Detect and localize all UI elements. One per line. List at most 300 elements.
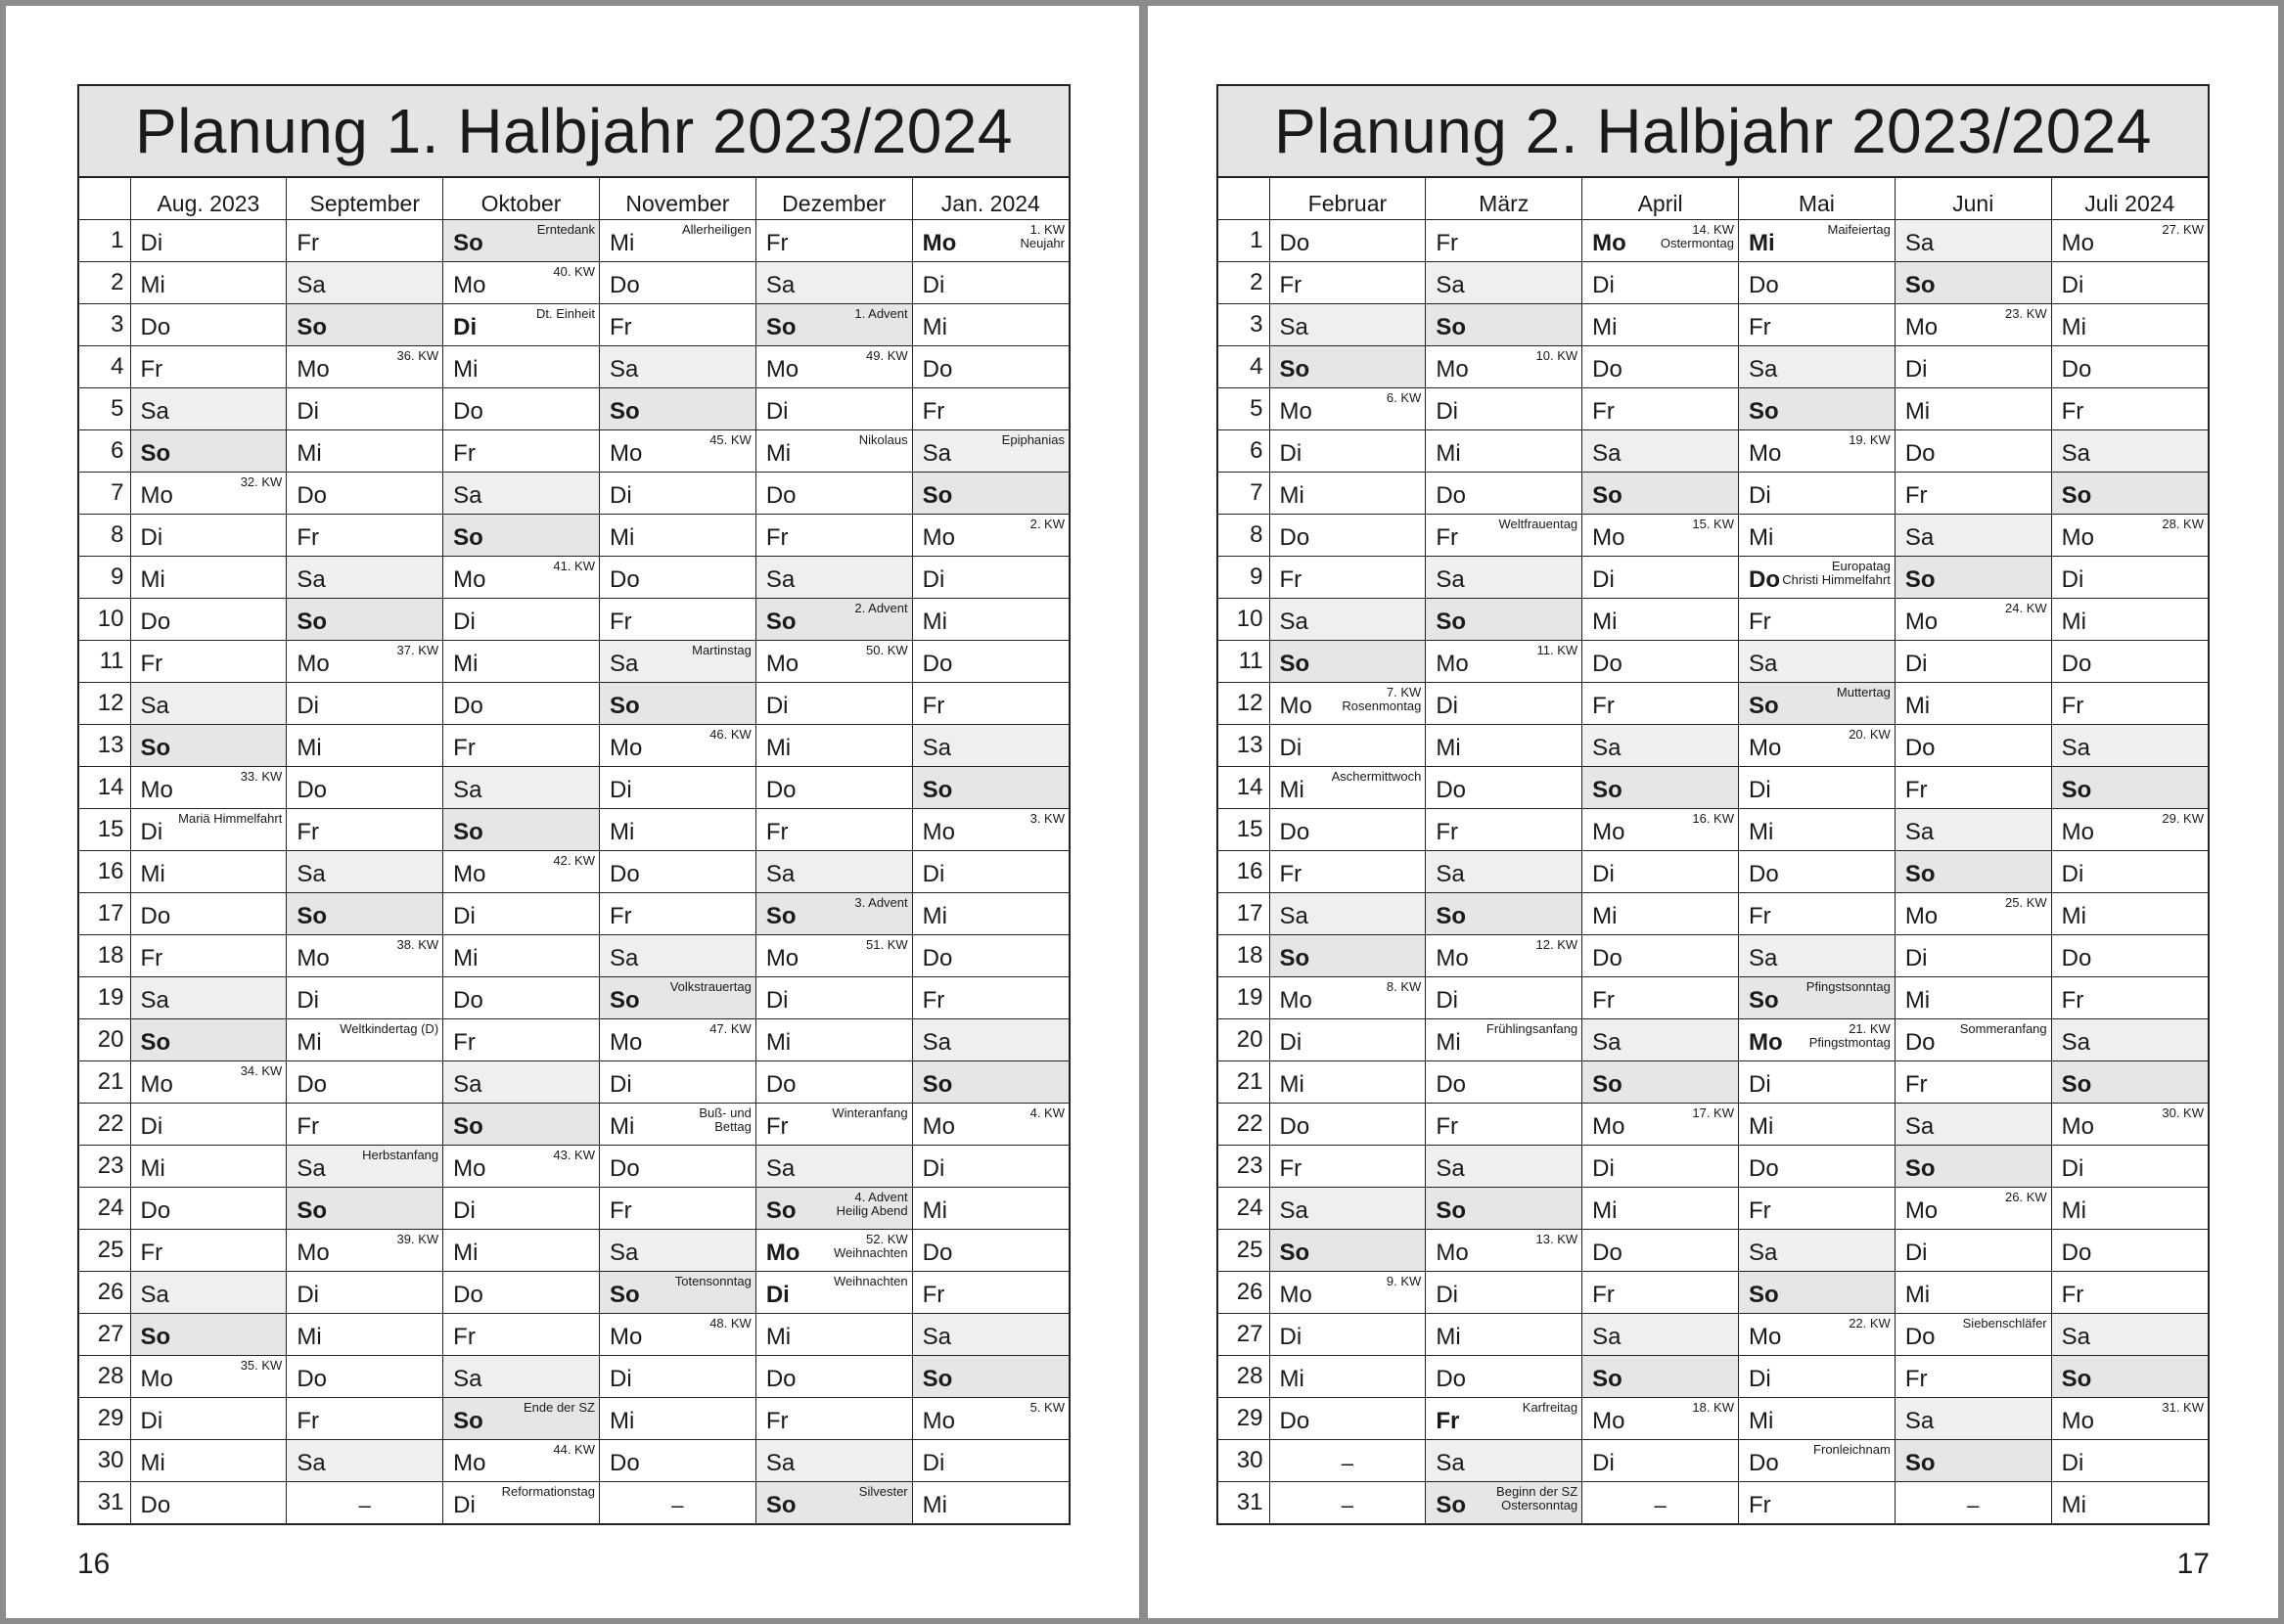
weekday-label: So [609, 693, 640, 719]
day-cell [1738, 809, 1895, 851]
day-cell [1582, 346, 1739, 388]
weekday-label: Fr [609, 903, 632, 929]
weekday-label: Sa [2061, 1324, 2090, 1350]
weekday-label: Sa [1279, 903, 1308, 929]
weekday-label: So [140, 1324, 171, 1350]
day-cell [443, 262, 600, 304]
weekday-label: Do [765, 777, 797, 803]
weekday-label: Mo [453, 1155, 486, 1182]
weekday-label: Di [2061, 272, 2084, 298]
day-number: 19 [79, 977, 130, 1019]
weekday-label: Sa [1279, 314, 1308, 340]
day-cell [1895, 1230, 2051, 1272]
day-row [1218, 1398, 2208, 1440]
day-cell [1738, 473, 1895, 515]
day-note: Winteranfang [832, 1105, 908, 1120]
day-cell [755, 220, 912, 262]
weekday-label: Sa [1592, 440, 1622, 467]
weekday-label: Fr [1436, 1113, 1458, 1140]
weekday-label: Sa [1904, 819, 1935, 845]
day-cell [1269, 304, 1426, 346]
weekday-label: Sa [1592, 735, 1622, 761]
weekday-label: Mi [922, 314, 947, 340]
weekday-label: Fr [140, 651, 163, 677]
day-cell [1582, 515, 1739, 557]
weekday-label: Mo [2061, 1408, 2094, 1434]
weekday-label: Sa [297, 861, 326, 887]
day-cell [1738, 262, 1895, 304]
day-cell [1738, 1482, 1895, 1524]
weekday-label: Di [765, 987, 789, 1014]
day-cell [1895, 851, 2051, 893]
weekday-label: Mo [2061, 524, 2094, 551]
weekday-label: Do [297, 777, 328, 803]
day-cell [443, 767, 600, 809]
day-number: 11 [1218, 641, 1269, 683]
day-cell [1269, 767, 1426, 809]
weekday-label: Sa [2061, 735, 2090, 761]
day-cell [443, 599, 600, 641]
weekday-label: Sa [1748, 651, 1778, 677]
weekday-label: Fr [297, 230, 319, 256]
weekday-label: Mo [1279, 693, 1312, 719]
weekday-label: Sa [609, 1240, 639, 1266]
day-row [1218, 262, 2208, 304]
day-cell [130, 1440, 287, 1482]
weekday-label: Fr [1748, 1492, 1771, 1518]
weekday-label: So [1592, 482, 1622, 509]
day-cell [1895, 683, 2051, 725]
month-header-row [1218, 178, 2208, 220]
day-cell [755, 1230, 912, 1272]
day-number: 24 [1218, 1188, 1269, 1230]
weekday-label: Sa [1436, 1155, 1465, 1182]
day-row [79, 977, 1069, 1019]
day-cell [1738, 1061, 1895, 1104]
day-cell [1738, 935, 1895, 977]
weekday-label: Sa [1904, 230, 1935, 256]
month-header: Oktober [443, 178, 600, 220]
day-number: 29 [1218, 1398, 1269, 1440]
day-number: 15 [79, 809, 130, 851]
weekday-label: Do [140, 903, 171, 929]
day-cell [1582, 809, 1739, 851]
day-row [79, 935, 1069, 977]
day-cell [443, 935, 600, 977]
weekday-label: Do [1904, 1324, 1936, 1350]
weekday-label: Mi [2061, 903, 2086, 929]
day-cell [130, 473, 287, 515]
day-note: 1. Advent [854, 306, 908, 321]
day-cell [1895, 304, 2051, 346]
day-cell [599, 346, 755, 388]
day-cell [1895, 346, 2051, 388]
day-cell [755, 851, 912, 893]
weekday-label: Do [1748, 272, 1779, 298]
weekday-label: Fr [1436, 230, 1458, 256]
weekday-label: Di [922, 1450, 945, 1476]
day-cell [443, 1104, 600, 1146]
weekday-label: Do [140, 609, 171, 635]
day-cell [130, 346, 287, 388]
day-cell [130, 1314, 287, 1356]
weekday-label: Mi [453, 356, 479, 383]
weekday-label: Do [1592, 1240, 1622, 1266]
day-number: 31 [79, 1482, 130, 1524]
weekday-label: Sa [1279, 609, 1308, 635]
day-row [79, 725, 1069, 767]
weekday-label: Mi [1279, 1366, 1304, 1392]
day-row [79, 220, 1069, 262]
day-number: 28 [1218, 1356, 1269, 1398]
weekday-label: Mo [140, 1071, 173, 1098]
day-cell [912, 1019, 1069, 1061]
day-cell [1582, 262, 1739, 304]
day-cell [1269, 515, 1426, 557]
weekday-label: So [140, 735, 171, 761]
day-number: 20 [79, 1019, 130, 1061]
day-note: 36. KW [396, 348, 439, 363]
day-cell [2051, 935, 2208, 977]
weekday-label: Di [1748, 1366, 1771, 1392]
day-cell [1738, 388, 1895, 430]
day-cell [287, 599, 443, 641]
weekday-label: Mo [765, 651, 799, 677]
weekday-label: So [609, 1282, 640, 1308]
day-cell [1426, 1272, 1582, 1314]
day-cell [599, 1398, 755, 1440]
day-cell [1582, 304, 1739, 346]
weekday-label: Mo [453, 1450, 486, 1476]
day-cell [755, 557, 912, 599]
day-row [1218, 220, 2208, 262]
day-note: 25. KW [2005, 895, 2047, 910]
weekday-label: Do [922, 356, 953, 383]
day-cell [912, 304, 1069, 346]
day-cell [599, 851, 755, 893]
day-cell [755, 1314, 912, 1356]
day-cell [287, 851, 443, 893]
weekday-label: Mi [297, 1324, 322, 1350]
weekday-label: Sa [1904, 1408, 1935, 1434]
day-cell [1895, 767, 2051, 809]
day-cell [1582, 1272, 1739, 1314]
weekday-label: Mo [1592, 1113, 1625, 1140]
weekday-label: Fr [1748, 1197, 1771, 1224]
weekday-label: Mo [1904, 903, 1939, 929]
weekday-label: Sa [1279, 1197, 1308, 1224]
weekday-label: Mi [1748, 1113, 1774, 1140]
month-header: November [599, 178, 755, 220]
weekday-label: Do [1904, 440, 1936, 467]
day-note: 7. KW Rosenmontag [1342, 685, 1422, 713]
weekday-label: Di [1279, 440, 1302, 467]
day-cell [755, 473, 912, 515]
weekday-label: Di [1904, 651, 1928, 677]
weekday-label: Do [297, 482, 328, 509]
day-note: 39. KW [396, 1232, 439, 1246]
weekday-label: Sa [297, 1450, 326, 1476]
day-cell [1738, 641, 1895, 683]
day-cell [912, 220, 1069, 262]
page-right [1148, 6, 2278, 1618]
day-number: 5 [1218, 388, 1269, 430]
day-cell [1269, 1356, 1426, 1398]
weekday-label: Mi [765, 735, 792, 761]
weekday-label: Sa [922, 1029, 951, 1056]
weekday-label: So [1436, 1492, 1466, 1518]
weekday-label: Mo [1592, 1408, 1625, 1434]
day-cell [599, 1356, 755, 1398]
weekday-label: Fr [297, 524, 319, 551]
day-note: Frühlingsanfang [1485, 1021, 1578, 1036]
day-cell [443, 1482, 600, 1524]
day-note: 3. KW [1029, 811, 1065, 826]
day-cell [1895, 977, 2051, 1019]
day-cell [1582, 1314, 1739, 1356]
month-header: März [1426, 178, 1582, 220]
weekday-label: Di [297, 987, 319, 1014]
weekday-label: Fr [1748, 903, 1771, 929]
day-note: Pfingstsonntag [1805, 979, 1891, 994]
day-row [79, 473, 1069, 515]
day-cell [755, 1356, 912, 1398]
day-number: 14 [1218, 767, 1269, 809]
day-cell [1895, 1314, 2051, 1356]
weekday-label: Do [453, 398, 483, 425]
day-cell [755, 515, 912, 557]
weekday-label: Sa [140, 398, 169, 425]
day-cell [2051, 1440, 2208, 1482]
day-number: 7 [79, 473, 130, 515]
weekday-label: Di [609, 1366, 632, 1392]
weekday-label: Di [2061, 1450, 2084, 1476]
weekday-label: So [1436, 609, 1466, 635]
weekday-label: Do [1279, 819, 1310, 845]
day-cell [130, 220, 287, 262]
day-cell [130, 977, 287, 1019]
day-cell [599, 1104, 755, 1146]
day-cell [443, 725, 600, 767]
day-note: 1. KW Neujahr [1020, 222, 1065, 250]
weekday-label: Do [609, 861, 640, 887]
weekday-label: Fr [765, 524, 789, 551]
weekday-label: Do [1904, 735, 1936, 761]
weekday-label: Sa [453, 777, 482, 803]
day-cell [130, 557, 287, 599]
day-note: Reformationstag [501, 1484, 595, 1499]
day-number: 28 [79, 1356, 130, 1398]
weekday-label: Mo [1436, 356, 1469, 383]
day-row [79, 1314, 1069, 1356]
day-cell [130, 683, 287, 725]
day-number: 3 [79, 304, 130, 346]
day-number: 17 [79, 893, 130, 935]
day-cell [1738, 851, 1895, 893]
day-cell [1426, 977, 1582, 1019]
day-cell [130, 1188, 287, 1230]
day-cell [1895, 935, 2051, 977]
day-cell [755, 1398, 912, 1440]
weekday-label: Mo [922, 819, 955, 845]
weekday-label: Sa [765, 566, 796, 593]
day-cell [912, 1314, 1069, 1356]
day-cell [443, 430, 600, 473]
weekday-label: Di [453, 903, 476, 929]
day-row [79, 1019, 1069, 1061]
day-cell [1426, 1061, 1582, 1104]
planner-table-second-half [1216, 84, 2210, 1525]
weekday-label: So [453, 819, 483, 845]
weekday-label: Mo [2061, 1113, 2094, 1140]
day-cell [1426, 346, 1582, 388]
day-cell [1426, 1440, 1582, 1482]
day-note: 32. KW [240, 474, 283, 489]
day-cell [1738, 515, 1895, 557]
weekday-label: Mi [922, 903, 947, 929]
day-cell [2051, 1314, 2208, 1356]
day-note: 16. KW [1692, 811, 1734, 826]
day-cell [443, 977, 600, 1019]
weekday-label: Mi [1748, 1408, 1774, 1434]
day-cell [912, 767, 1069, 809]
day-cell [1895, 388, 2051, 430]
day-cell [287, 1019, 443, 1061]
day-cell [912, 977, 1069, 1019]
weekday-label: Fr [453, 1324, 476, 1350]
day-cell [443, 557, 600, 599]
day-cell [1426, 515, 1582, 557]
day-cell [1426, 473, 1582, 515]
weekday-label: Mi [1436, 1029, 1461, 1056]
day-note: Allerheiligen [681, 222, 752, 237]
day-cell [1895, 473, 2051, 515]
weekday-label: Sa [297, 272, 326, 298]
day-number: 30 [1218, 1440, 1269, 1482]
weekday-label: Do [609, 1155, 640, 1182]
day-note: 9. KW [1386, 1274, 1422, 1288]
day-cell [1426, 1314, 1582, 1356]
day-note: 2. KW [1029, 517, 1065, 531]
weekday-label: Di [1592, 1450, 1615, 1476]
day-cell [130, 388, 287, 430]
day-cell [287, 220, 443, 262]
weekday-label: Do [1279, 230, 1310, 256]
day-cell [1738, 346, 1895, 388]
day-cell [912, 1188, 1069, 1230]
month-header: April [1582, 178, 1739, 220]
day-cell [287, 1061, 443, 1104]
day-row [79, 346, 1069, 388]
weekday-label: Mi [609, 819, 635, 845]
weekday-label: Di [1592, 566, 1615, 593]
weekday-label: Do [609, 1450, 640, 1476]
day-cell [599, 1482, 755, 1524]
day-cell [755, 599, 912, 641]
day-note: Martinstag [692, 643, 752, 657]
weekday-label: Sa [1436, 1450, 1465, 1476]
day-cell [1269, 557, 1426, 599]
weekday-label: Do [1592, 356, 1622, 383]
day-cell [287, 767, 443, 809]
weekday-label: Mi [1592, 314, 1618, 340]
weekday-label: Do [1436, 1366, 1467, 1392]
day-cell [2051, 1482, 2208, 1524]
day-note: 26. KW [2005, 1190, 2047, 1204]
day-row [1218, 473, 2208, 515]
day-cell [443, 346, 600, 388]
weekday-label: Fr [2061, 987, 2084, 1014]
day-row [1218, 1146, 2208, 1188]
weekday-label: Mo [1279, 398, 1312, 425]
day-cell [2051, 1146, 2208, 1188]
day-row [79, 1061, 1069, 1104]
day-cell [287, 1146, 443, 1188]
day-cell [443, 515, 600, 557]
day-cell [1426, 1146, 1582, 1188]
day-row [1218, 641, 2208, 683]
weekday-label: So [453, 1408, 483, 1434]
day-number: 5 [79, 388, 130, 430]
day-note: 21. KW Pfingstmontag [1808, 1021, 1891, 1050]
weekday-label: Do [922, 651, 953, 677]
weekday-label: Mo [1748, 1324, 1782, 1350]
day-note: 11. KW [1536, 643, 1578, 657]
weekday-label: Sa [922, 1324, 951, 1350]
day-cell [1738, 304, 1895, 346]
weekday-label: Sa [1592, 1324, 1622, 1350]
day-cell [599, 388, 755, 430]
day-cell [2051, 1230, 2208, 1272]
day-number: 24 [79, 1188, 130, 1230]
month-header: September [287, 178, 443, 220]
day-cell [130, 893, 287, 935]
weekday-label: Mo [765, 356, 799, 383]
day-row [79, 851, 1069, 893]
day-cell [1269, 599, 1426, 641]
day-cell [1738, 1019, 1895, 1061]
day-note: 44. KW [553, 1442, 595, 1457]
day-cell [1895, 599, 2051, 641]
day-cell [130, 809, 287, 851]
weekday-label: So [1904, 272, 1936, 298]
day-cell [1426, 683, 1582, 725]
day-number: 13 [79, 725, 130, 767]
day-cell [599, 683, 755, 725]
day-cell [1426, 767, 1582, 809]
weekday-label: So [1748, 693, 1779, 719]
day-cell [1582, 893, 1739, 935]
day-cell [1269, 1146, 1426, 1188]
weekday-label: Di [609, 482, 632, 509]
day-cell [287, 977, 443, 1019]
weekday-label: Di [1436, 1282, 1458, 1308]
weekday-label: So [1904, 566, 1936, 593]
weekday-label: Do [765, 482, 797, 509]
weekday-label: Di [1748, 1071, 1771, 1098]
day-cell [443, 1272, 600, 1314]
no-day-dash: – [1967, 1493, 1980, 1517]
weekday-label: Mi [297, 440, 322, 467]
day-cell [287, 557, 443, 599]
day-cell [130, 1356, 287, 1398]
weekday-label: Mi [1279, 482, 1304, 509]
weekday-label: Mi [2061, 314, 2086, 340]
day-cell [912, 683, 1069, 725]
day-note: 5. KW [1029, 1400, 1065, 1415]
day-cell [1426, 599, 1582, 641]
day-cell [1426, 1482, 1582, 1524]
